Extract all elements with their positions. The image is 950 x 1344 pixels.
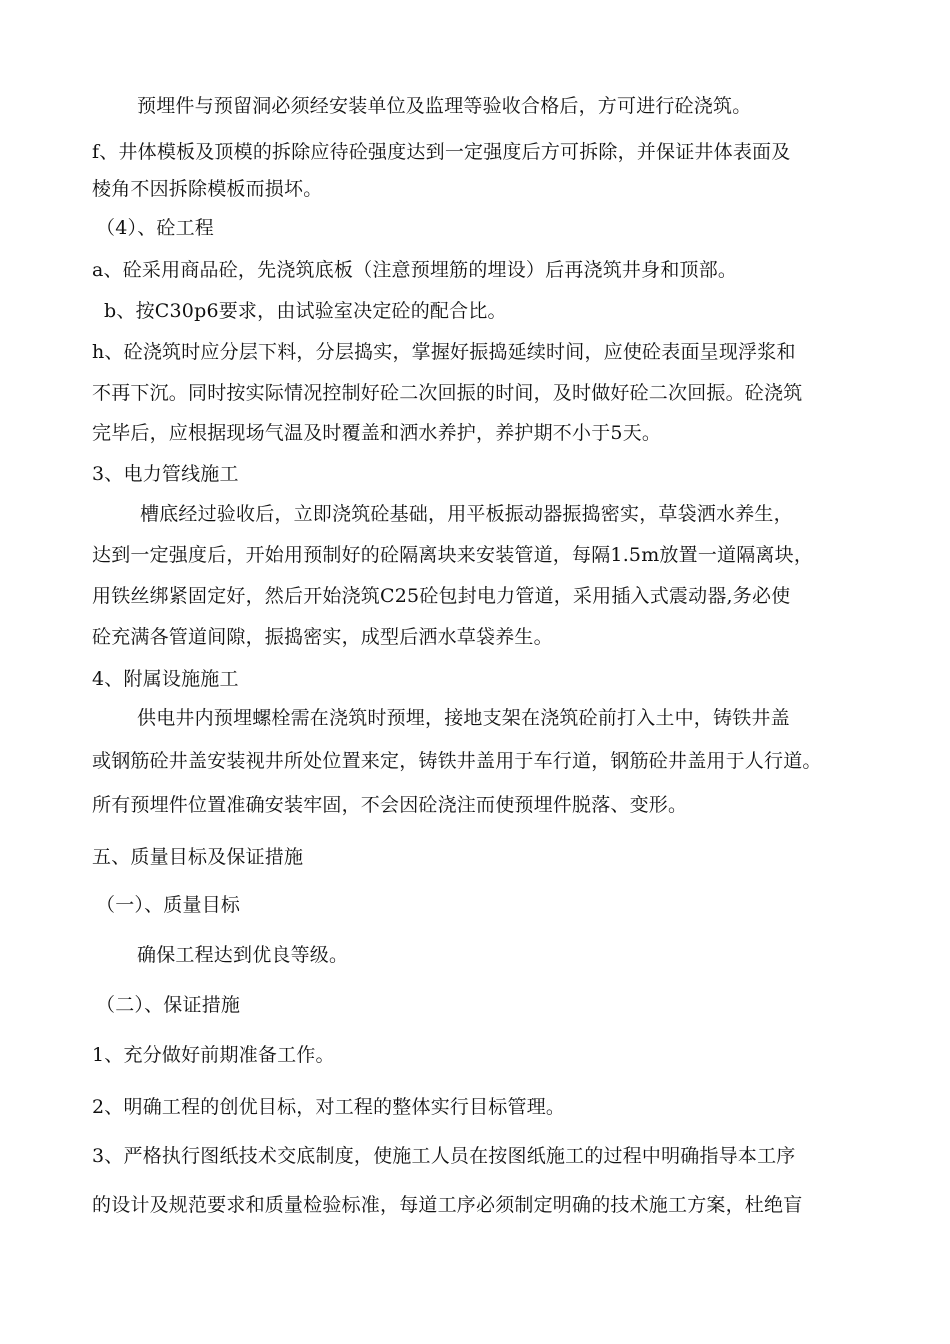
section-heading: （4）、砼工程	[96, 217, 214, 239]
subsection-heading: （一）、质量目标	[96, 894, 241, 916]
section-heading: 3、电力管线施工	[92, 463, 239, 485]
paragraph-line: 供电井内预埋螺栓需在浇筑时预埋，接地支架在浇筑砼前打入土中，铸铁井盖	[137, 707, 790, 729]
list-item: 1、充分做好前期准备工作。	[92, 1044, 335, 1066]
paragraph-line: 的设计及规范要求和质量检验标准，每道工序必须制定明确的技术施工方案，杜绝盲	[92, 1194, 803, 1216]
paragraph-line: a、砼采用商品砼，先浇筑底板（注意预埋筋的埋设）后再浇筑井身和顶部。	[92, 259, 738, 281]
paragraph-line: 完毕后，应根据现场气温及时覆盖和洒水养护，养护期不小于5天。	[92, 422, 662, 444]
paragraph-line: 或钢筋砼井盖安装视井所处位置来定，铸铁井盖用于车行道，钢筋砼井盖用于人行道。	[92, 750, 822, 772]
section-heading: 4、附属设施施工	[92, 668, 239, 690]
list-item: 3、严格执行图纸技术交底制度，使施工人员在按图纸施工的过程中明确指导本工序	[92, 1145, 796, 1167]
paragraph-line: 不再下沉。同时按实际情况控制好砼二次回振的时间，及时做好砼二次回振。砼浇筑	[92, 382, 803, 404]
paragraph-line: 预埋件与预留洞必须经安装单位及监理等验收合格后，方可进行砼浇筑。	[137, 95, 752, 117]
paragraph-line: 砼充满各管道间隙，振捣密实，成型后洒水草袋养生。	[92, 626, 553, 648]
paragraph-line: b、按C30p6要求，由试验室决定砼的配合比。	[104, 300, 507, 322]
paragraph-line: 所有预埋件位置准确安装牢固，不会因砼浇注而使预埋件脱落、变形。	[92, 794, 688, 816]
section-heading: 五、质量目标及保证措施	[92, 846, 304, 868]
paragraph-line: f、井体模板及顶模的拆除应待砼强度达到一定强度后方可拆除，并保证井体表面及	[92, 141, 791, 163]
paragraph-line: 棱角不因拆除模板而损坏。	[92, 178, 323, 200]
paragraph-line: 槽底经过验收后，立即浇筑砼基础，用平板振动器振捣密实，草袋洒水养生，	[140, 503, 793, 525]
paragraph-line: 用铁丝绑紧固定好，然后开始浇筑C25砼包封电力管道，采用插入式震动器,务必使	[92, 585, 791, 607]
subsection-heading: （二）、保证措施	[96, 994, 241, 1016]
paragraph-line: 确保工程达到优良等级。	[137, 944, 349, 966]
paragraph-line: h、砼浇筑时应分层下料，分层捣实，掌握好振捣延续时间，应使砼表面呈现浮浆和	[92, 341, 796, 363]
list-item: 2、明确工程的创优目标，对工程的整体实行目标管理。	[92, 1096, 566, 1118]
paragraph-line: 达到一定强度后，开始用预制好的砼隔离块来安装管道，每隔1.5m放置一道隔离块，	[92, 544, 814, 566]
